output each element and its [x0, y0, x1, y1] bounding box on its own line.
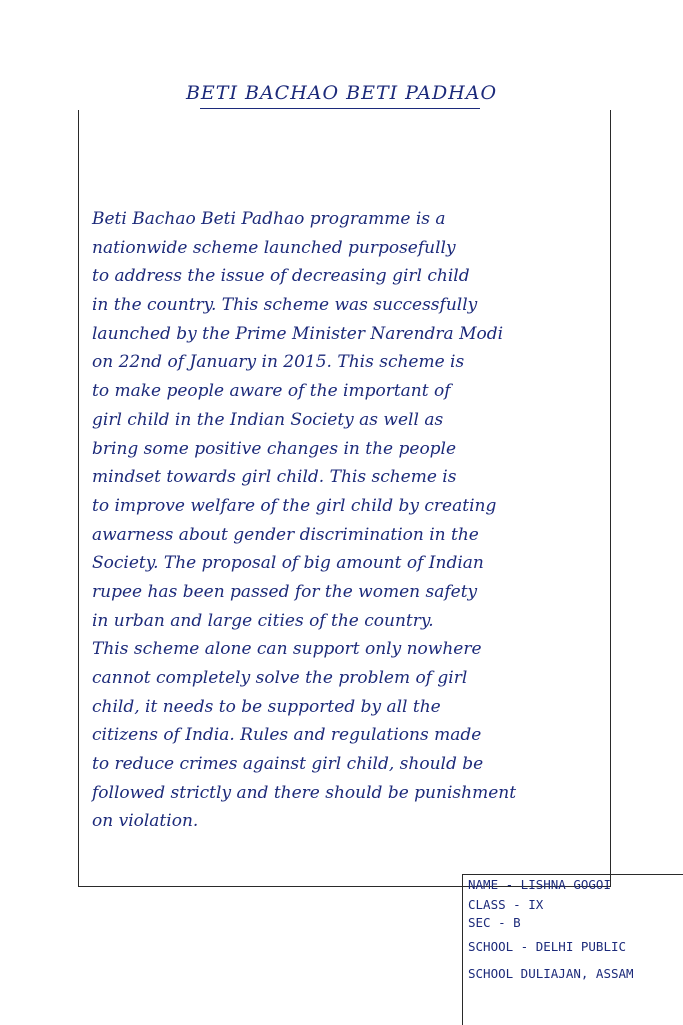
student-school-location: SCHOOL DULIAJAN, ASSAM	[468, 966, 634, 981]
essay-line: to improve welfare of the girl child by creating	[92, 495, 497, 516]
essay-line: launched by the Prime Minister Narendra Modi	[92, 323, 504, 344]
essay-line: nationwide scheme launched purposefully	[92, 237, 456, 258]
essay-line: rupee has been passed for the women safety	[92, 581, 478, 602]
essay-line: followed strictly and there should be punishment	[92, 782, 517, 803]
essay-line: to address the issue of decreasing girl child	[92, 266, 470, 287]
student-school: SCHOOL - DELHI PUBLIC	[468, 939, 627, 954]
essay-line: in urban and large cities of the country.	[92, 610, 434, 631]
student-section: SEC - B	[468, 915, 521, 930]
essay-line: to reduce crimes against girl child, should be	[92, 754, 484, 775]
page-title: BETI BACHAO BETI PADHAO	[185, 82, 498, 104]
student-info	[468, 876, 683, 989]
essay-body	[92, 205, 607, 836]
essay-line: in the country. This scheme was successfully	[92, 295, 478, 316]
student-class: CLASS - IX	[468, 897, 544, 912]
essay-line: awarness about gender discrimination in the	[92, 524, 479, 545]
essay-line: Beti Bachao Beti Padhao programme is a	[92, 209, 446, 229]
essay-line: girl child in the Indian Society as well as	[92, 409, 444, 430]
essay-line: cannot completely solve the problem of girl	[92, 668, 468, 688]
essay-line: mindset towards girl child. This scheme is	[92, 467, 457, 488]
essay-line: This scheme alone can support only nowhere	[92, 639, 482, 660]
essay-line: on 22nd of January in 2015. This scheme is	[92, 352, 465, 373]
essay-line: bring some positive changes in the people	[92, 438, 457, 459]
essay-line: Society. The proposal of big amount of Indian	[92, 553, 484, 574]
essay-line: on violation.	[92, 811, 199, 832]
essay-line: to make people aware of the important of	[92, 381, 451, 402]
essay-line: citizens of India. Rules and regulations made	[92, 725, 482, 746]
student-name: NAME - LISHNA GOGOI	[468, 877, 611, 892]
title-underline	[200, 108, 480, 109]
essay-line: child, it needs to be supported by all the	[92, 696, 441, 717]
